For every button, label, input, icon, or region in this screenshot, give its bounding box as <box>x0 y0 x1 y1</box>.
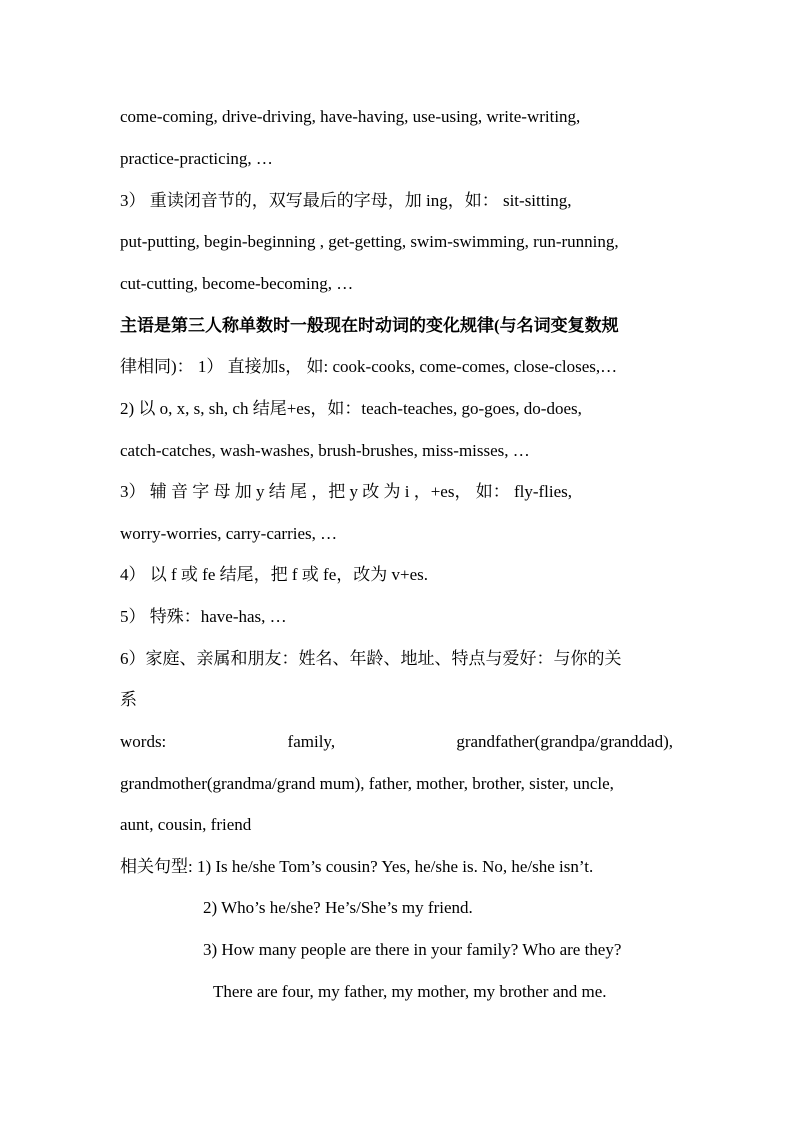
text-line: 5） 特殊：have-has, … <box>120 607 287 626</box>
text-line: put-putting, begin-beginning , get-getting, swim-swimming, run-running, <box>120 232 619 251</box>
text-line: 2) Who’s he/she? He’s/She’s my friend. <box>203 898 473 917</box>
text-line: catch-catches, wash-washes, brush-brushes, miss-misses, … <box>120 441 530 460</box>
words-line <box>120 731 673 753</box>
text-line: 3) How many people are there in your family? Who are they? <box>203 940 622 959</box>
text-line: There are four, my father, my mother, my brother and me. <box>213 982 607 1001</box>
text-line: 3） 辅 音 字 母 加 y 结 尾 ，把 y 改 为 i ，+es， 如： fly-flies, <box>120 482 573 501</box>
text-line: grandmother(grandma/grand mum), father, mother, brother, sister, uncle, <box>120 774 614 793</box>
text-line: 律相同)： 1） 直接加s， 如: cook-cooks, come-comes, close-closes,… <box>120 357 618 376</box>
section-heading: 主语是第三人称单数时一般现在时动词的变化规律(与名词变复数规 <box>120 316 619 335</box>
text-line: 3） 重读闭音节的，双写最后的字母，加 ing，如： sit-sitting, <box>120 191 572 210</box>
text-line: come-coming, drive-driving, have-having, use-using, write-writing, <box>120 107 581 126</box>
text-line: aunt, cousin, friend <box>120 815 252 834</box>
words-item: family, <box>287 732 336 751</box>
text-line: 系 <box>120 690 137 709</box>
text-line: 2) 以 o, x, s, sh, ch 结尾+es，如：teach-teaches, go-goes, do-does, <box>120 399 582 418</box>
text-line: 4） 以 f 或 fe 结尾，把 f 或 fe，改为 v+es. <box>120 565 428 584</box>
text-line: 相关句型: 1) Is he/she Tom’s cousin? Yes, he/she is. No, he/she isn’t. <box>120 857 594 876</box>
words-label: words: <box>120 732 167 751</box>
text-line: practice-practicing, … <box>120 149 273 168</box>
text-line: worry-worries, carry-carries, … <box>120 524 338 543</box>
words-item: grandfather(grandpa/granddad), <box>456 732 673 751</box>
text-line: 6）家庭、亲属和朋友：姓名、年龄、地址、特点与爱好：与你的关 <box>120 649 622 668</box>
text-line: cut-cutting, become-becoming, … <box>120 274 354 293</box>
